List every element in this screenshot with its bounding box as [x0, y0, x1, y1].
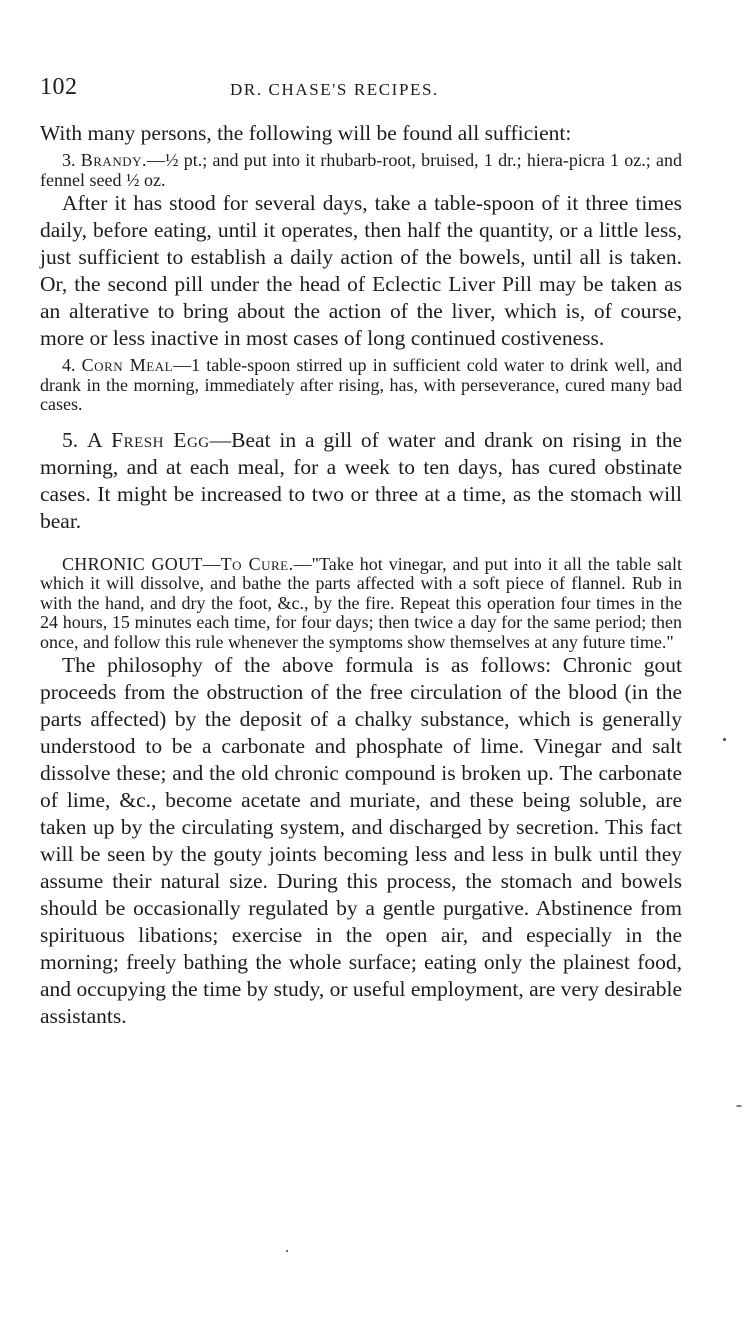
- recipe-name: Corn Meal: [81, 355, 174, 375]
- recipe-text: —½ pt.; and put into it rhubarb-root, bruised, 1 dr.; hiera-picra 1 oz.; and fennel seed ½ oz.: [40, 150, 683, 190]
- running-head: DR. CHASE'S RECIPES.: [230, 80, 439, 99]
- print-speck: [723, 738, 726, 741]
- intro-paragraph: With many persons, the following will be found all sufficient:: [40, 121, 572, 145]
- chronic-gout-recipe: CHRONIC GOUT—To Cure.—"Take hot vinegar, and put into it all the table salt which it will dissolve, and bathe the parts affected with a soft piece of flannel. Rub in with the hand, and dry the foot, &c., by the fire. Repeat this operation four times in the 24 hours, 15 minutes each time, for four days; then twice a day for the same period; then once, and follow this rule whenever the symptoms show themselves at any future time.": [40, 553, 682, 652]
- section-subheading: To Cure.: [220, 553, 294, 574]
- page-number: 102: [40, 74, 78, 100]
- print-speck: [286, 1250, 288, 1252]
- recipe-name: A Fresh Egg: [86, 427, 210, 452]
- recipe-number: 4.: [62, 355, 76, 375]
- recipe-text: —1 table-spoon stirred up in sufficient cold water to drink well, and drank in the morning, immediately after rising, has, with perseverance, cured many bad cases.: [40, 355, 682, 414]
- recipe-3: [40, 151, 682, 190]
- recipe-text: —Beat in a gill of water and drank on rising in the morning, and at each meal, for a week to ten days, has cured obstinate cases. It might be increased to two or three at a time, as the stomach will bear.: [40, 427, 682, 533]
- recipe-number: 5.: [62, 427, 79, 452]
- recipe-3-directions: After it has stood for several days, take a table-spoon of it three times daily, before eating, until it operates, then half the quantity, or a little less, just sufficient to establish a daily action of the bowels, until all is taken. Or, the second pill under the head of Eclectic Liver Pill may be taken as an alterative to bring about the action of the liver, which is, of course, more or less inactive in most cases of long continued costiveness.: [40, 191, 682, 350]
- page-body: [40, 120, 682, 1030]
- recipe-name: Brandy.: [80, 150, 147, 170]
- print-speck: [736, 1105, 742, 1107]
- gout-philosophy-paragraph: The philosophy of the above formula is as follows: Chronic gout proceeds from the obstruction of the free circulation of the blood (in the parts affected) by the deposit of a chalky substance, which is generally understood to be a carbonate and phosphate of lime. Vinegar and salt dissolve these; and the old chronic compound is broken up. The carbonate of lime, &c., become acetate and muriate, and these being soluble, are taken up by the circulating system, and discharged by secretion. This fact will be seen by the gouty joints becoming less and less in bulk until they assume their natural size. During this process, the stomach and bowels should be occasionally regulated by a gentle purgative. Abstinence from spirituous libations; exercise in the open air, and especially in the morning; freely bathing the whole surface; eating only the plainest food, and occupying the time by study, or useful employment, are very desirable assistants.: [40, 653, 682, 1028]
- page-header: [40, 74, 680, 104]
- section-heading: CHRONIC GOUT: [62, 553, 203, 574]
- gout-recipe-text: —"Take hot vinegar, and put into it all the table salt which it will dissolve, and bathe the parts affected with a soft piece of flannel. Rub in with the hand, and dry the foot, &c., by the fire. Repeat this operation four times in the 24 hours, 15 minutes each time, for four days; then twice a day for the same period; then once, and follow this rule whenever the symptoms show themselves at any future time.": [40, 553, 682, 652]
- recipe-5: [40, 427, 682, 535]
- recipe-number: 3.: [62, 150, 76, 170]
- recipe-4: [40, 356, 682, 415]
